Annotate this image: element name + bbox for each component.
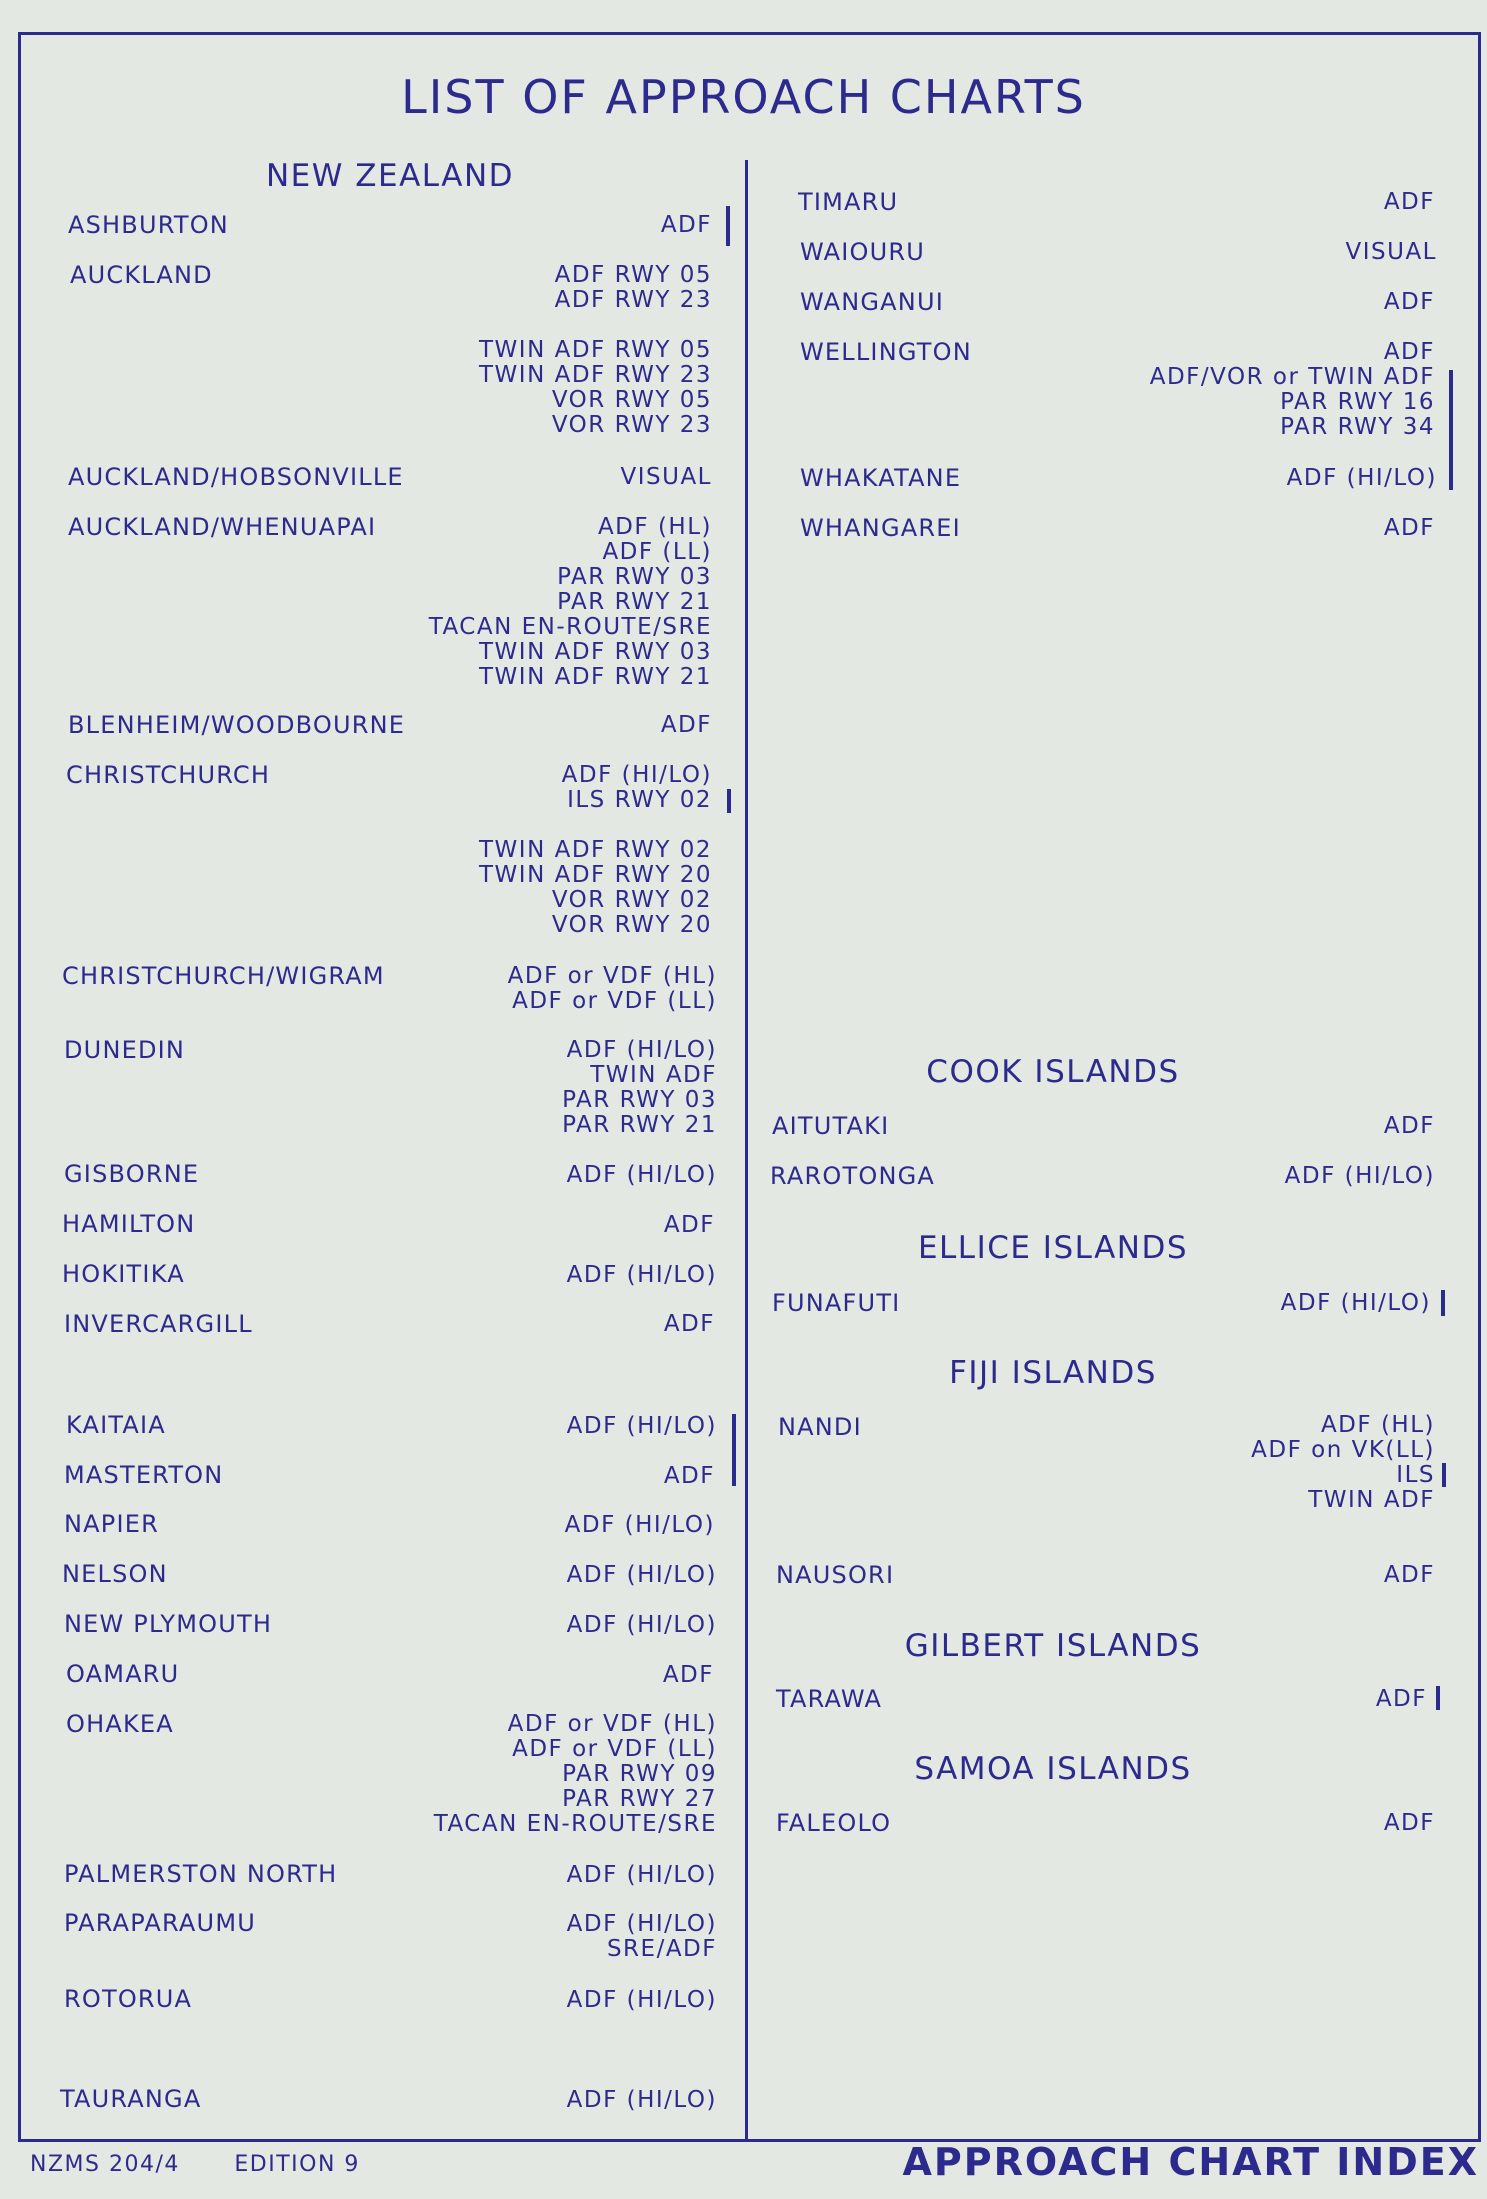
place-name: AUCKLAND	[70, 261, 213, 289]
chart-entry: ADF or VDF (HL)	[507, 963, 717, 989]
place-name: OAMARU	[66, 1660, 180, 1688]
place-name: INVERCARGILL	[64, 1310, 253, 1338]
chart-entry: PAR RWY 21	[557, 589, 712, 615]
chart-list	[567, 1863, 717, 1888]
place-name: WAIOURU	[800, 238, 926, 266]
chart-entry: ADF/VOR or TWIN ADF	[1149, 364, 1435, 390]
place-name: ASHBURTON	[68, 211, 229, 239]
chart-entry: TWIN ADF RWY 02	[479, 837, 712, 863]
place-name: WHANGAREI	[800, 514, 961, 542]
chart-entry: ADF or VDF (LL)	[512, 1736, 717, 1762]
chart-entry: TWIN ADF	[590, 1062, 717, 1088]
chart-list	[1281, 1291, 1431, 1316]
chart-entry: ADF on VK(LL)	[1251, 1437, 1435, 1463]
chart-list	[555, 263, 712, 313]
chart-entry: ADF	[1383, 1113, 1435, 1139]
place-name: BLENHEIM/WOODBOURNE	[68, 711, 406, 739]
chart-entry: ADF (HI/LO)	[566, 1862, 717, 1888]
place-name: HAMILTON	[62, 1210, 196, 1238]
chart-entry: ADF	[1383, 1562, 1435, 1588]
place-name: FUNAFUTI	[772, 1289, 901, 1317]
chart-list	[567, 1263, 717, 1288]
chart-list	[1384, 1563, 1435, 1588]
chart-entry: ADF (HL)	[1320, 1412, 1435, 1438]
chart-entry: ADF	[1383, 515, 1435, 541]
chart-entry: TWIN ADF RWY 23	[479, 362, 712, 388]
chart-list	[1384, 1811, 1435, 1836]
amendment-bar	[1449, 370, 1453, 490]
chart-entry: VISUAL	[620, 464, 712, 490]
chart-entry: PAR RWY 27	[562, 1786, 717, 1812]
place-name: TIMARU	[798, 188, 899, 216]
place-name: NAUSORI	[776, 1561, 895, 1589]
place-name: CHRISTCHURCH	[66, 761, 271, 789]
chart-list	[1376, 1687, 1427, 1712]
chart-entry: ADF (LL)	[602, 539, 712, 565]
chart-list	[1384, 190, 1435, 215]
chart-entry: VOR RWY 20	[551, 912, 712, 938]
place-name: RAROTONGA	[770, 1162, 936, 1190]
chart-list	[1384, 516, 1435, 541]
place-name: NAPIER	[64, 1510, 159, 1538]
place-name: DUNEDIN	[64, 1036, 186, 1064]
chart-list	[621, 465, 713, 490]
chart-entry: ADF (HI/LO)	[564, 1512, 715, 1538]
chart-entry: ADF	[1383, 189, 1435, 215]
chart-list	[562, 763, 712, 813]
chart-entry: TWIN ADF	[1308, 1487, 1435, 1513]
chart-entry: PAR RWY 03	[562, 1087, 717, 1113]
section-title-cook-islands: COOK ISLANDS	[926, 1054, 1180, 1090]
chart-entry: TACAN EN-ROUTE/SRE	[428, 614, 712, 640]
chart-entry: TACAN EN-ROUTE/SRE	[433, 1811, 717, 1837]
chart-entry: ADF	[1383, 339, 1435, 365]
chart-entry: ADF (HI/LO)	[1284, 1163, 1435, 1189]
section-title-new-zealand: NEW ZEALAND	[265, 158, 515, 194]
chart-entry: ADF (HI/LO)	[566, 1262, 717, 1288]
place-name: WHAKATANE	[800, 464, 962, 492]
amendment-bar	[727, 789, 731, 813]
chart-entry: TWIN ADF RWY 21	[479, 664, 712, 690]
chart-entry: PAR RWY 09	[562, 1761, 717, 1787]
chart-entry: ADF (HI/LO)	[566, 1037, 717, 1063]
chart-entry: ADF	[663, 1311, 715, 1337]
place-name: KAITAIA	[66, 1411, 166, 1439]
chart-entry: SRE/ADF	[606, 1936, 717, 1962]
amendment-bar	[726, 206, 730, 246]
place-name: FALEOLO	[776, 1809, 892, 1837]
amendment-bar	[1436, 1686, 1440, 1710]
chart-list	[1384, 290, 1435, 315]
chart-entry: ADF or VDF (HL)	[507, 1711, 717, 1737]
place-name: PARAPARAUMU	[64, 1909, 256, 1937]
place-name: ROTORUA	[64, 1985, 193, 2013]
place-name: CHRISTCHURCH/WIGRAM	[62, 962, 385, 990]
place-name: NANDI	[778, 1413, 862, 1441]
place-name: NEW PLYMOUTH	[64, 1610, 273, 1638]
chart-list	[567, 1563, 717, 1588]
chart-entry: ADF (HI/LO)	[561, 762, 712, 788]
chart-entry: ADF	[1375, 1686, 1427, 1712]
chart-list	[567, 1613, 717, 1638]
chart-list	[1251, 1413, 1435, 1513]
chart-list	[661, 213, 712, 238]
place-name: AUCKLAND/HOBSONVILLE	[68, 463, 404, 491]
amendment-bar	[732, 1414, 736, 1486]
index-title: APPROACH CHART INDEX	[902, 2140, 1479, 2184]
chart-entry: ADF (HI/LO)	[566, 1562, 717, 1588]
chart-list	[567, 1163, 717, 1188]
chart-list	[664, 1312, 715, 1337]
chart-list	[565, 1513, 715, 1538]
series-number: NZMS 204/4	[30, 2152, 180, 2177]
chart-list	[479, 838, 712, 938]
place-name: TARAWA	[776, 1685, 883, 1713]
chart-entry: ADF RWY 05	[554, 262, 712, 288]
chart-entry: ILS	[1396, 1462, 1435, 1488]
chart-list	[664, 1464, 715, 1489]
chart-entry: ADF	[660, 712, 712, 738]
chart-list	[663, 1663, 714, 1688]
chart-entry: ADF	[663, 1212, 715, 1238]
place-name: AUCKLAND/WHENUAPAI	[68, 513, 377, 541]
place-name: HOKITIKA	[62, 1260, 185, 1288]
chart-list	[1285, 1164, 1435, 1189]
chart-entry: ADF	[662, 1662, 714, 1688]
amendment-bar	[1442, 1463, 1446, 1487]
place-name: WELLINGTON	[800, 338, 972, 366]
place-name: OHAKEA	[66, 1710, 174, 1738]
chart-entry: ADF (HI/LO)	[1280, 1290, 1431, 1316]
section-title-ellice-islands: ELLICE ISLANDS	[917, 1230, 1189, 1266]
chart-entry: VOR RWY 23	[551, 412, 712, 438]
chart-list	[479, 338, 712, 438]
chart-entry: ADF or VDF (LL)	[512, 988, 717, 1014]
chart-list	[429, 515, 712, 690]
chart-list	[508, 964, 717, 1014]
chart-entry: ADF (HL)	[597, 514, 712, 540]
section-title-gilbert-islands: GILBERT ISLANDS	[904, 1628, 1202, 1664]
place-name: TAURANGA	[60, 2085, 202, 2113]
chart-entry: VISUAL	[1345, 239, 1437, 265]
chart-entry: ADF (HI/LO)	[1286, 465, 1437, 491]
place-name: MASTERTON	[64, 1461, 224, 1489]
chart-list	[567, 2088, 717, 2113]
chart-list	[1287, 466, 1437, 491]
chart-entry: ADF	[660, 212, 712, 238]
chart-entry: ADF (HI/LO)	[566, 1911, 717, 1937]
place-name: NELSON	[62, 1560, 168, 1588]
section-title-samoa-islands: SAMOA ISLANDS	[914, 1751, 1192, 1787]
chart-list	[1346, 240, 1438, 265]
chart-entry: ADF (HI/LO)	[566, 1612, 717, 1638]
chart-list	[434, 1712, 717, 1837]
chart-entry: ADF (HI/LO)	[566, 2087, 717, 2113]
place-name: PALMERSTON NORTH	[64, 1860, 338, 1888]
chart-entry: TWIN ADF RWY 03	[479, 639, 712, 665]
chart-list	[1384, 1114, 1435, 1139]
chart-entry: ADF	[663, 1463, 715, 1489]
chart-entry: ADF	[1383, 289, 1435, 315]
chart-list	[661, 713, 712, 738]
chart-entry: TWIN ADF RWY 20	[479, 862, 712, 888]
chart-entry: VOR RWY 02	[551, 887, 712, 913]
chart-list	[567, 1414, 717, 1439]
amendment-bar	[1441, 1290, 1445, 1316]
chart-list	[567, 1912, 717, 1962]
footer-info	[30, 2152, 406, 2177]
chart-entry: ILS RWY 02	[567, 787, 712, 813]
chart-list	[1150, 340, 1435, 440]
chart-entry: TWIN ADF RWY 05	[479, 337, 712, 363]
chart-entry: PAR RWY 21	[562, 1112, 717, 1138]
chart-list	[567, 1988, 717, 2013]
chart-entry: PAR RWY 34	[1280, 414, 1435, 440]
chart-list	[664, 1213, 715, 1238]
chart-entry: PAR RWY 03	[557, 564, 712, 590]
chart-entry: ADF (HI/LO)	[566, 1987, 717, 2013]
edition-number: EDITION 9	[234, 2152, 360, 2177]
right-column	[748, 0, 1487, 2199]
place-name: WANGANUI	[800, 288, 945, 316]
chart-entry: VOR RWY 05	[551, 387, 712, 413]
place-name: AITUTAKI	[772, 1112, 890, 1140]
chart-entry: PAR RWY 16	[1280, 389, 1435, 415]
chart-entry: ADF	[1383, 1810, 1435, 1836]
chart-entry: ADF (HI/LO)	[566, 1413, 717, 1439]
page-title: LIST OF APPROACH CHARTS	[401, 70, 1086, 124]
chart-entry: ADF RWY 23	[554, 287, 712, 313]
chart-entry: ADF (HI/LO)	[566, 1162, 717, 1188]
chart-list	[562, 1038, 717, 1138]
place-name: GISBORNE	[64, 1160, 200, 1188]
section-title-fiji-islands: FIJI ISLANDS	[949, 1355, 1157, 1391]
